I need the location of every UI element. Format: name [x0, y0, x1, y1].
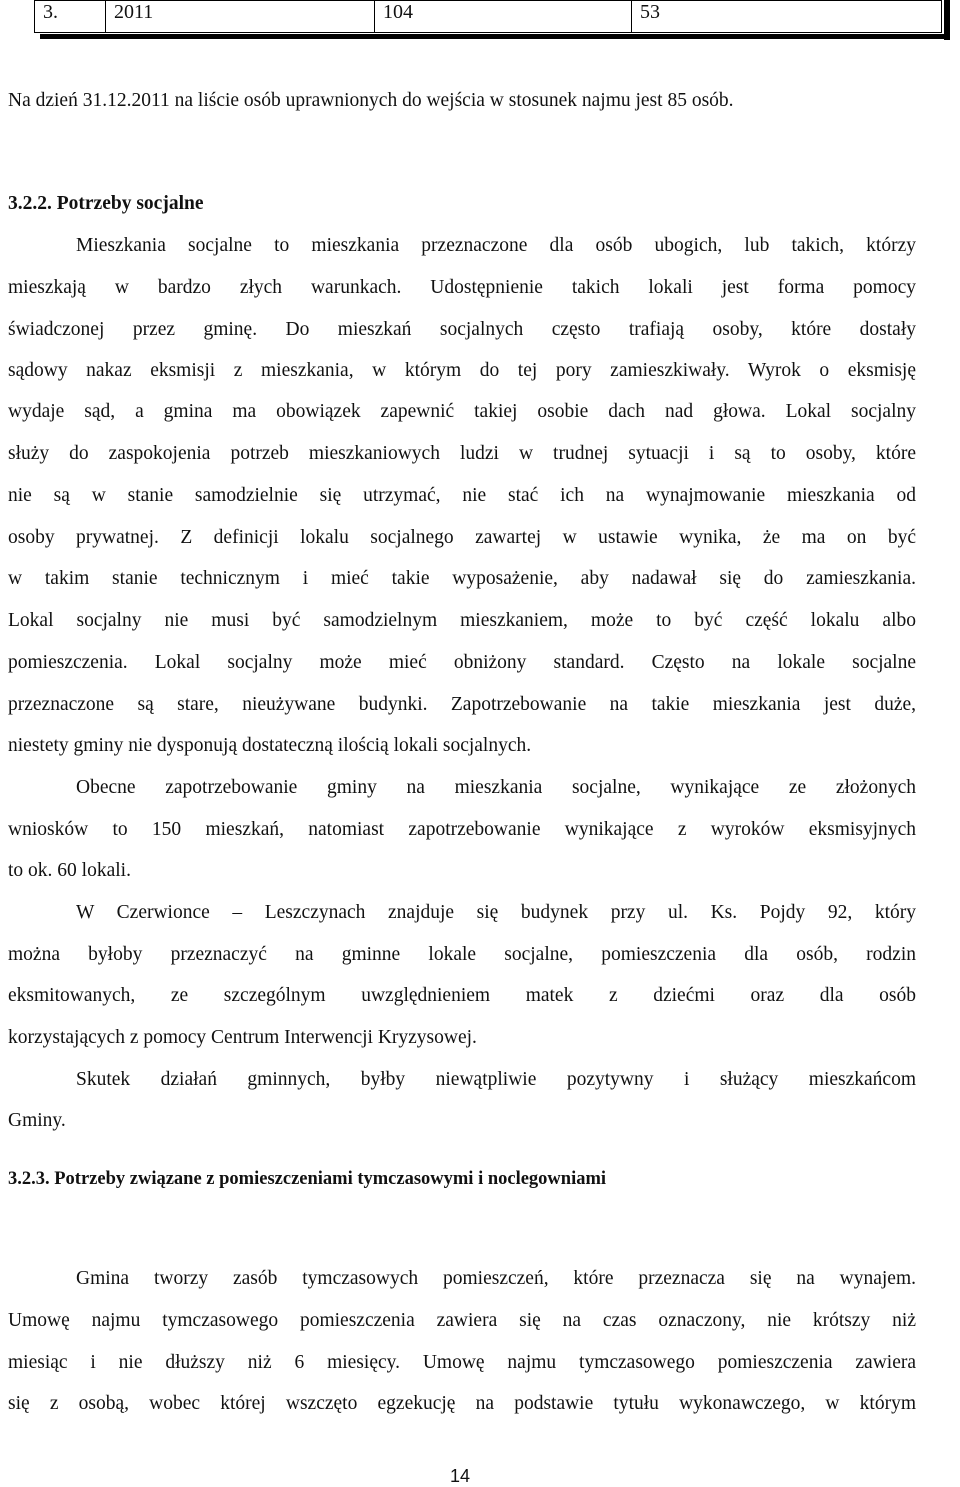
body-line: Mieszkania socjalne to mieszkania przeznaczone dla osób ubogich, lub takich, którzy: [76, 235, 916, 256]
body-line: się z osobą, wobec której wszczęto egzekucję na podstawie tytułu wykonawczego, w którym: [8, 1393, 916, 1414]
section-heading-3-2-3: 3.2.3. Potrzeby związane z pomieszczeniami tymczasowymi i noclegowniami: [8, 1169, 607, 1189]
body-line: Gminy.: [8, 1110, 66, 1131]
section-heading-3-2-2: 3.2.2. Potrzeby socjalne: [8, 193, 204, 214]
body-line: W Czerwionce – Leszczynach znajduje się budynek przy ul. Ks. Pojdy 92, który: [76, 902, 916, 923]
body-line: niestety gminy nie dysponują dostateczną ilością lokali socjalnych.: [8, 735, 532, 756]
body-line: Skutek działań gminnych, byłby niewątpliwie pozytywny i służący mieszkańcom: [76, 1069, 916, 1090]
body-line: sądowy nakaz eksmisji z mieszkania, w którym do tej pory zamieszkiwały. Wyrok o eksmisję: [8, 360, 916, 381]
body-line: służy do zaspokojenia potrzeb mieszkaniowych ludzi w trudnej sytuacji i są to osoby, które: [8, 443, 916, 464]
body-line: w takim stanie technicznym i mieć takie wyposażenie, aby nadawał się do zamieszkania.: [8, 568, 916, 589]
body-line: można byłoby przeznaczyć na gminne lokale socjalne, pomieszczenia dla osób, rodzin: [8, 944, 916, 965]
table-cell: 53: [632, 1, 942, 33]
body-line: wniosków to 150 mieszkań, natomiast zapotrzebowanie wynikające z wyroków eksmisyjnych: [8, 819, 916, 840]
data-table-fragment: [34, 0, 950, 36]
body-line: Lokal socjalny nie musi być samodzielnym mieszkaniem, może to być część lokalu albo: [8, 610, 916, 631]
body-line: miesiąc i nie dłuższy niż 6 miesięcy. Umowę najmu tymczasowego pomieszczenia zawiera: [8, 1352, 916, 1373]
table-cell: 104: [375, 1, 632, 33]
data-table: [34, 0, 942, 33]
body-line: wydaje sąd, a gmina ma obowiązek zapewnić takiej osobie dach nad głowa. Lokal socjalny: [8, 401, 916, 422]
body-line: nie są w stanie samodzielnie się utrzymać, nie stać ich na wynajmowanie mieszkania od: [8, 485, 916, 506]
body-line: eksmitowanych, ze szczególnym uwzględnieniem matek z dziećmi oraz dla osób: [8, 985, 916, 1006]
body-line: mieszkają w bardzo złych warunkach. Udostępnienie takich lokali jest forma pomocy: [8, 277, 916, 298]
body-line: Obecne zapotrzebowanie gminy na mieszkania socjalne, wynikające ze złożonych: [76, 777, 916, 798]
body-line: Gmina tworzy zasób tymczasowych pomieszczeń, które przeznacza się na wynajem.: [76, 1268, 916, 1289]
body-line: to ok. 60 lokali.: [8, 860, 131, 881]
body-line: przeznaczone są stare, nieużywane budynki. Zapotrzebowanie na takie mieszkania jest duże,: [8, 694, 916, 715]
page-number: 14: [449, 1466, 471, 1486]
paragraph-intro: Na dzień 31.12.2011 na liście osób uprawnionych do wejścia w stosunek najmu jest 85 osób.: [8, 90, 734, 111]
table-row: [35, 1, 942, 33]
body-line: osoby prywatnej. Z definicji lokalu socjalnego zawartej w ustawie wynika, że ma on być: [8, 527, 916, 548]
table-cell: 3.: [35, 1, 106, 33]
body-line: pomieszczenia. Lokal socjalny może mieć obniżony standard. Często na lokale socjalne: [8, 652, 916, 673]
table-border-shadow: [40, 34, 950, 39]
body-line: Umowę najmu tymczasowego pomieszczenia zawiera się na czas oznaczony, nie krótszy niż: [8, 1310, 916, 1331]
table-cell: 2011: [106, 1, 375, 33]
body-line: korzystających z pomocy Centrum Interwencji Kryzysowej.: [8, 1027, 477, 1048]
body-line: świadczonej przez gminę. Do mieszkań socjalnych często trafiają osoby, które dostały: [8, 319, 916, 340]
